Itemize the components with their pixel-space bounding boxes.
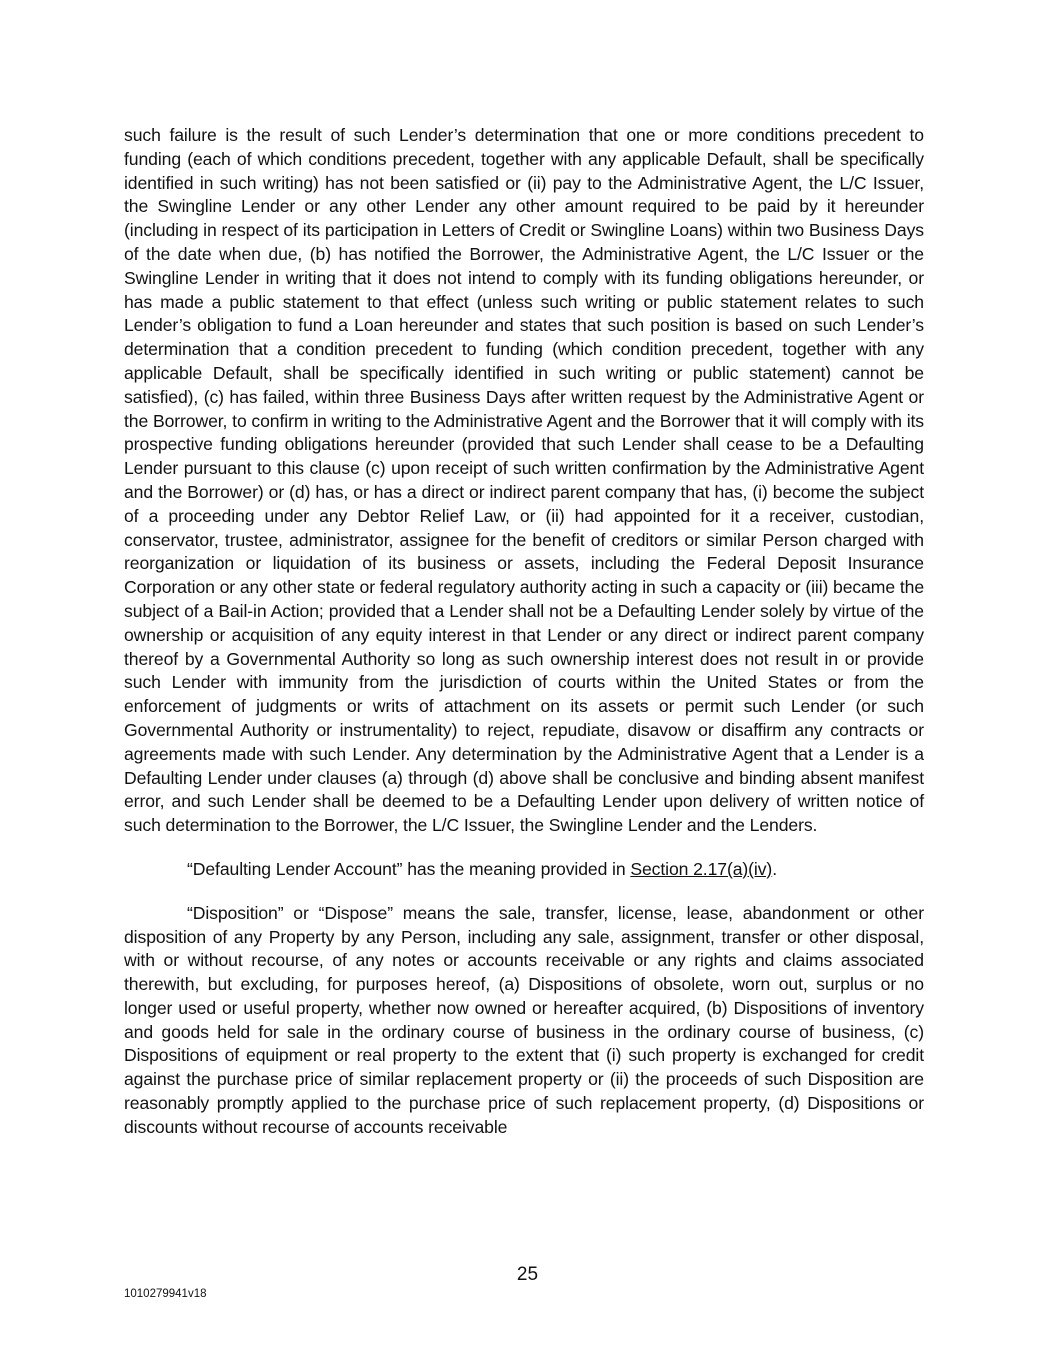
- paragraph-defaulting-lender-account: [124, 858, 924, 882]
- section-cross-reference: Section 2.17(a)(iv): [630, 858, 773, 879]
- page-number: 25: [516, 1264, 539, 1285]
- definition-end: .: [772, 858, 777, 879]
- paragraph-defaulting-lender-continued: such failure is the result of such Lender’s determination that one or more conditions precedent to funding (each of which conditions precedent, together with any applicable Default, shall be specifically identified in such writing) has not been satisfied or (ii) pay to the Administrative Agent, the L/C Issuer, the Swingline Lender or any other Lender any other amount required to be paid by it hereunder (including in respect of its participation in Letters of Credit or Swingline Loans) within two Business Days of the date when due, (b) has notified the Borrower, the Administrative Agent, the L/C Issuer or the Swingline Lender in writing that it does not intend to comply with its funding obligations hereunder, or has made a public statement to that effect (unless such writing or public statement relates to such Lender’s obligation to fund a Loan hereunder and states that such position is based on such Lender’s determination that a condition precedent to funding (which condition precedent, together with any applicable Default, shall be specifically identified in such writing or public statement) cannot be satisfied), (c) has failed, within three Business Days after written request by the Administrative Agent or the Borrower, to confirm in writing to the Administrative Agent and the Borrower that it will comply with its prospective funding obligations hereunder (provided that such Lender shall cease to be a Defaulting Lender pursuant to this clause (c) upon receipt of such written confirmation by the Administrative Agent and the Borrower) or (d) has, or has a direct or indirect parent company that has, (i) become the subject of a proceeding under any Debtor Relief Law, or (ii) had appointed for it a receiver, custodian, conservator, trustee, administrator, assignee for the benefit of creditors or similar Person charged with reorganization or liquidation of its business or assets, including the Federal Deposit Insurance Corporation or any other state or federal regulatory authority acting in such a capacity or (iii) became the subject of a Bail-in Action; provided that a Lender shall not be a Defaulting Lender solely by virtue of the ownership or acquisition of any equity interest in that Lender or any direct or indirect parent company thereof by a Governmental Authority so long as such ownership interest does not result in or provide such Lender with immunity from the jurisdiction of courts within the United States or from the enforcement of judgments or writs of attachment on its assets or permit such Lender (or such Governmental Authority or instrumentality) to reject, repudiate, disavow or disaffirm any contracts or agreements made with such Lender. Any determination by the Administrative Agent that a Lender is a Defaulting Lender under clauses (a) through (d) above shall be conclusive and binding absent manifest error, and such Lender shall be deemed to be a Defaulting Lender upon delivery of written notice of such determination to the Borrower, the L/C Issuer, the Swingline Lender and the Lenders.: [124, 125, 924, 836]
- document-id: 1010279941v18: [124, 1288, 207, 1300]
- defined-term-defaulting-lender-account: “Defaulting Lender Account”: [187, 858, 403, 879]
- definition-text: has the meaning provided in: [402, 858, 631, 879]
- document-body: [124, 124, 924, 1140]
- paragraph-disposition: “Disposition” or “Dispose” means the sale, transfer, license, lease, abandonment or other disposition of any Property by any Person, including any sale, assignment, transfer or other disposal, with or without recourse, of any notes or accounts receivable or any rights and claims associated therewith, but excluding, for purposes hereof, (a) Dispositions of obsolete, worn out, surplus or no longer used or useful property, whether now owned or hereafter acquired, (b) Dispositions of inventory and goods held for sale in the ordinary course of business in the ordinary course of business, (c) Dispositions of equipment or real property to the extent that (i) such property is exchanged for credit against the purchase price of similar replacement property or (ii) the proceeds of such Disposition are reasonably promptly applied to the purchase price of such replacement property, (d) Dispositions or discounts without recourse of accounts receivable: [124, 902, 924, 1137]
